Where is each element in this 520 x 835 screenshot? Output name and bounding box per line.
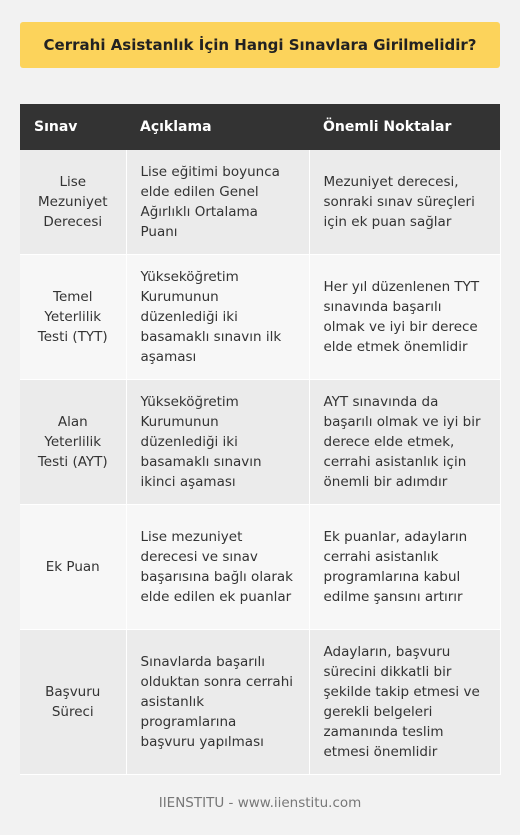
- description-cell: Lise mezuniyet derecesi ve sınav başarısına bağlı olarak elde edilen ek puanlar: [126, 505, 309, 630]
- description-cell: Yükseköğretim Kurumunun düzenlediği iki basamaklı sınavın ilk aşaması: [126, 255, 309, 380]
- key-points-cell: Adayların, başvuru sürecini dikkatli bir şekilde takip etmesi ve gerekli belgeleri zamanında teslim etmesi önemlidir: [309, 630, 500, 775]
- header-key-points: Önemli Noktalar: [309, 104, 500, 150]
- exam-cell: Alan Yeterlilik Testi (AYT): [20, 380, 126, 505]
- description-cell: Yükseköğretim Kurumunun düzenlediği iki basamaklı sınavın ikinci aşaması: [126, 380, 309, 505]
- key-points-cell: Mezuniyet derecesi, sonraki sınav süreçleri için ek puan sağlar: [309, 150, 500, 255]
- exam-cell: Ek Puan: [20, 505, 126, 630]
- exam-cell: Temel Yeterlilik Testi (TYT): [20, 255, 126, 380]
- table-header-row: [20, 104, 500, 150]
- table-row: [20, 630, 500, 775]
- footer-credit: IIENSTITU - www.iienstitu.com: [158, 795, 362, 811]
- page-title: Cerrahi Asistanlık İçin Hangi Sınavlara Girilmelidir?: [20, 22, 500, 68]
- table-row: [20, 150, 500, 255]
- key-points-cell: Ek puanlar, adayların cerrahi asistanlık programlarına kabul edilme şansını artırır: [309, 505, 500, 630]
- description-cell: Lise eğitimi boyunca elde edilen Genel Ağırlıklı Ortalama Puanı: [126, 150, 309, 255]
- table-row: [20, 505, 500, 630]
- exam-table: [20, 104, 501, 775]
- header-exam: Sınav: [20, 104, 126, 150]
- table-row: [20, 380, 500, 505]
- key-points-cell: AYT sınavında da başarılı olmak ve iyi bir derece elde etmek, cerrahi asistanlık için önemli bir adımdır: [309, 380, 500, 505]
- exam-cell: Lise Mezuniyet Derecesi: [20, 150, 126, 255]
- header-description: Açıklama: [126, 104, 309, 150]
- exam-cell: Başvuru Süreci: [20, 630, 126, 775]
- key-points-cell: Her yıl düzenlenen TYT sınavında başarılı olmak ve iyi bir derece elde etmek önemlidir: [309, 255, 500, 380]
- description-cell: Sınavlarda başarılı olduktan sonra cerrahi asistanlık programlarına başvuru yapılması: [126, 630, 309, 775]
- table-row: [20, 255, 500, 380]
